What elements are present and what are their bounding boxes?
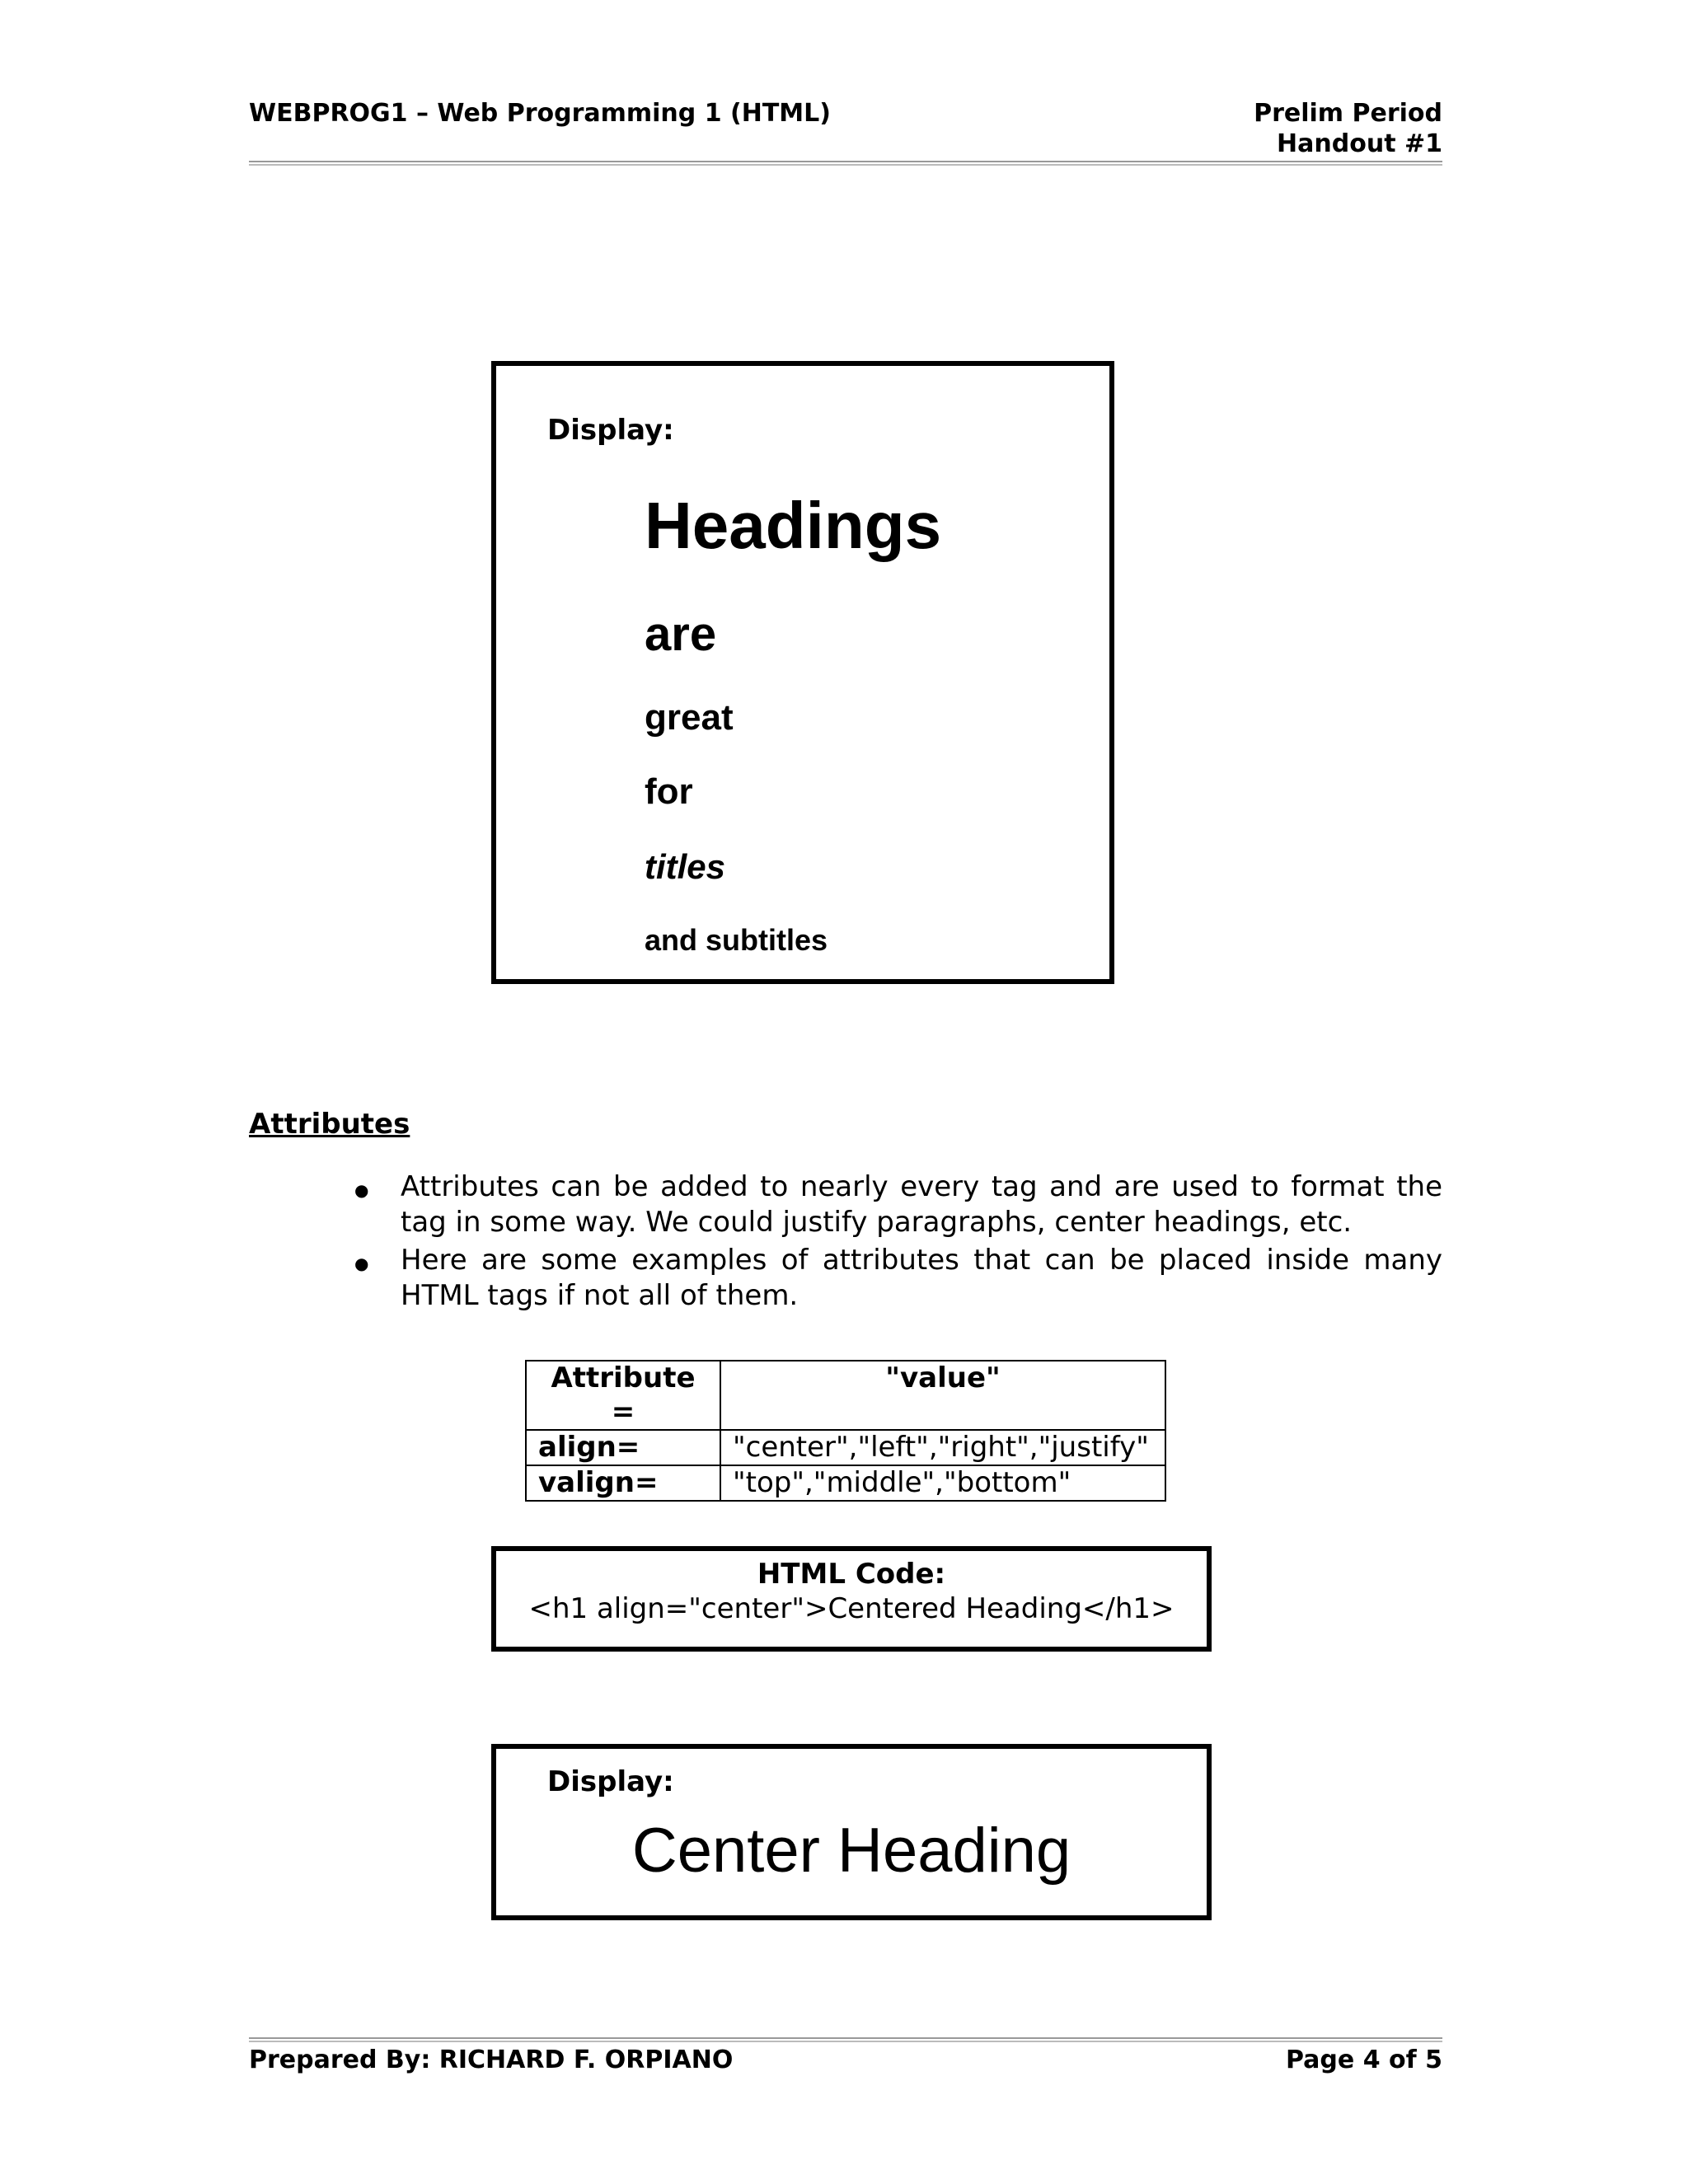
bullet-text: Here are some examples of attributes that can be placed inside many HTML tags if not all of them.	[401, 1244, 1442, 1312]
display-label: Display:	[547, 1765, 674, 1798]
display-box-center-heading	[491, 1744, 1212, 1920]
table-row	[526, 1430, 1165, 1465]
heading-h4: for	[645, 771, 693, 812]
table-header-value: "value"	[720, 1361, 1165, 1430]
heading-h5: titles	[645, 847, 726, 886]
table-cell-value: "top","middle","bottom"	[720, 1465, 1165, 1501]
attributes-table	[525, 1360, 1166, 1502]
footer-rule	[249, 2037, 1442, 2042]
table-header-row	[526, 1361, 1165, 1430]
period-label: Prelim Period	[1254, 99, 1442, 128]
display-label: Display:	[547, 414, 674, 447]
page-number: Page 4 of 5	[1286, 2046, 1442, 2074]
code-box	[491, 1546, 1212, 1652]
center-heading: Center Heading	[631, 1816, 1071, 1886]
table-cell-attribute: align=	[526, 1430, 720, 1465]
table-header-attribute: Attribute =	[526, 1361, 720, 1430]
prepared-by: Prepared By: RICHARD F. ORPIANO	[249, 2046, 734, 2074]
code-snippet: <h1 align="center">Centered Heading</h1>	[528, 1592, 1175, 1625]
course-title: WEBPROG1 – Web Programming 1 (HTML)	[249, 99, 831, 128]
heading-h2: are	[645, 607, 717, 661]
table-cell-attribute: valign=	[526, 1465, 720, 1501]
header-rule	[249, 161, 1442, 166]
heading-h6: and subtitles	[645, 923, 828, 957]
handout-label: Handout #1	[1277, 129, 1442, 158]
bullet-dot: ●	[354, 1180, 369, 1200]
bullet-text: Attributes can be added to nearly every tag and are used to format the tag in some way. We could justify paragraphs, center headings, etc.	[401, 1170, 1442, 1239]
bullet-dot: ●	[354, 1254, 369, 1273]
table-row	[526, 1465, 1165, 1501]
code-box-title: HTML Code:	[757, 1558, 946, 1591]
section-title-attributes: Attributes	[249, 1108, 410, 1141]
table-cell-value: "center","left","right","justify"	[720, 1430, 1165, 1465]
heading-h1: Headings	[645, 489, 942, 562]
heading-h3: great	[645, 697, 734, 738]
display-box-headings	[491, 361, 1114, 984]
